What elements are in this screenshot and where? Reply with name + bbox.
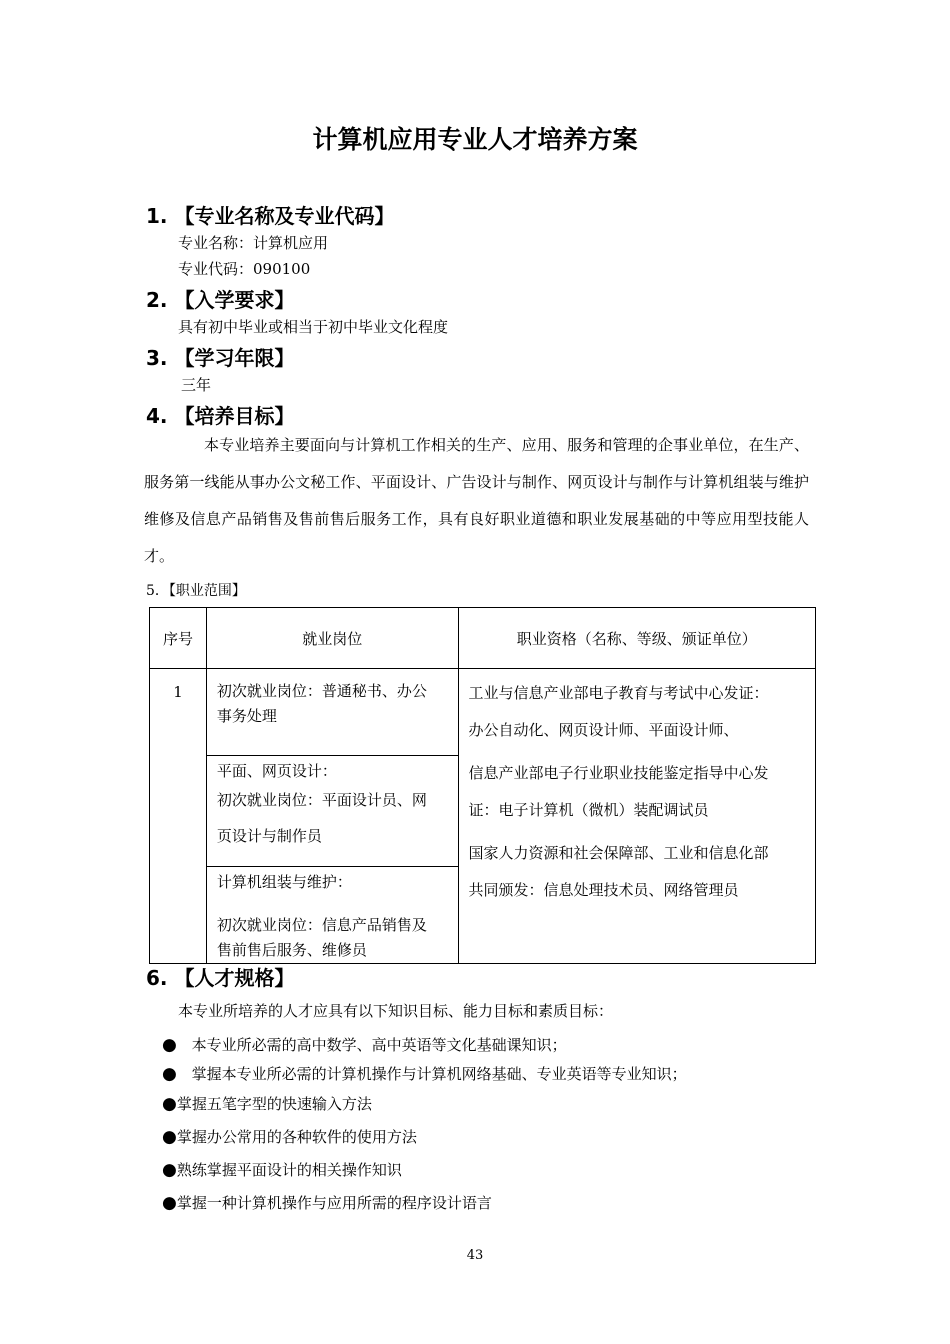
qualification-line-1: 工业与信息产业部电子教育与考试中心发证：: [468, 684, 769, 702]
section-1-heading: 1. 【专业名称及专业代码】: [146, 204, 395, 228]
job-cell-3: [206, 867, 458, 964]
header-qualification: 职业资格（名称、等级、颁证单位）: [458, 608, 815, 669]
major-code-line: 专业代码：090100: [178, 260, 311, 278]
qualification-line-5: 国家人力资源和社会保障部、工业和信息化部: [468, 844, 769, 862]
job-2-line-3: 页设计与制作员: [216, 827, 322, 845]
section-5-heading: 5．【职业范围】: [146, 583, 246, 599]
major-name-line: 专业名称：计算机应用: [178, 234, 329, 252]
job-1-line-1: 初次就业岗位：普通秘书、办公: [216, 682, 427, 700]
header-job-position: 就业岗位: [206, 608, 458, 669]
bullet-icon: ●: [162, 1035, 177, 1055]
list-item: [162, 1126, 417, 1147]
row-index-cell: [150, 669, 207, 964]
table-header-row: [150, 608, 816, 669]
qualification-line-2: 办公自动化、网页设计师、平面设计师、: [468, 721, 739, 739]
section-2-heading: 2. 【入学要求】: [146, 288, 295, 312]
page-number: 43: [466, 1248, 484, 1263]
qualification-line-3: 信息产业部电子行业职业技能鉴定指导中心发: [468, 764, 769, 782]
table-row: [150, 669, 816, 756]
bullet-icon: ●: [162, 1064, 177, 1084]
list-item-text: 本专业所必需的高中数学、高中英语等文化基础课知识；: [191, 1036, 567, 1054]
section-6-heading: 6. 【人才规格】: [146, 966, 295, 990]
job-cell-2: [206, 756, 458, 867]
list-item: [162, 1034, 567, 1055]
row-index: 1: [173, 683, 183, 701]
bullet-icon: ●: [162, 1193, 177, 1213]
document-title: 计算机应用专业人才培养方案: [312, 125, 638, 154]
list-item: [162, 1063, 687, 1084]
job-3-line-2: 初次就业岗位：信息产品销售及: [216, 916, 427, 934]
qualification-line-4: 证：电子计算机（微机）装配调试员: [468, 801, 709, 819]
list-item: [162, 1159, 402, 1180]
job-2-line-2: 初次就业岗位：平面设计员、网: [216, 791, 427, 809]
list-item-text: 掌握办公常用的各种软件的使用方法: [176, 1128, 417, 1146]
training-goal-paragraph: 本专业培养主要面向与计算机工作相关的生产、应用、服务和管理的企事业单位，在生产、服务第一线能从事办公文秘工作、平面设计、广告设计与制作、网页设计与制作与计算机组装与维护维修及信息产品销售及售前售后服务工作，具有良好职业道德和职业发展基础的中等应用型技能人才。: [144, 436, 809, 565]
job-3-line-1: 计算机组装与维护：: [216, 873, 352, 891]
list-item: [162, 1093, 372, 1114]
study-duration-text: 三年: [181, 376, 212, 394]
job-2-line-1: 平面、网页设计：: [216, 762, 337, 780]
qualification-line-6: 共同颁发：信息处理技术员、网络管理员: [468, 881, 739, 899]
bullet-icon: ●: [162, 1127, 177, 1147]
list-item-text: 掌握五笔字型的快速输入方法: [176, 1095, 372, 1113]
list-item-text: 熟练掌握平面设计的相关操作知识: [176, 1161, 402, 1179]
admission-requirement-text: 具有初中毕业或相当于初中毕业文化程度: [178, 318, 449, 336]
bullet-icon: ●: [162, 1160, 177, 1180]
list-item-text: 掌握一种计算机操作与应用所需的程序设计语言: [176, 1194, 492, 1212]
header-index: 序号: [150, 608, 207, 669]
qualification-cell: [458, 669, 815, 964]
job-3-line-3: 售前售后服务、维修员: [216, 941, 367, 959]
list-item: [162, 1192, 492, 1213]
section-4-heading: 4. 【培养目标】: [146, 404, 295, 428]
talent-spec-intro: 本专业所培养的人才应具有以下知识目标、能力目标和素质目标：: [178, 1002, 614, 1020]
job-cell-1: [206, 669, 458, 756]
job-1-line-2: 事务处理: [216, 707, 277, 725]
list-item-text: 掌握本专业所必需的计算机操作与计算机网络基础、专业英语等专业知识；: [191, 1065, 687, 1083]
bullet-icon: ●: [162, 1094, 177, 1114]
occupation-table: [149, 607, 816, 964]
section-3-heading: 3. 【学习年限】: [146, 346, 295, 370]
